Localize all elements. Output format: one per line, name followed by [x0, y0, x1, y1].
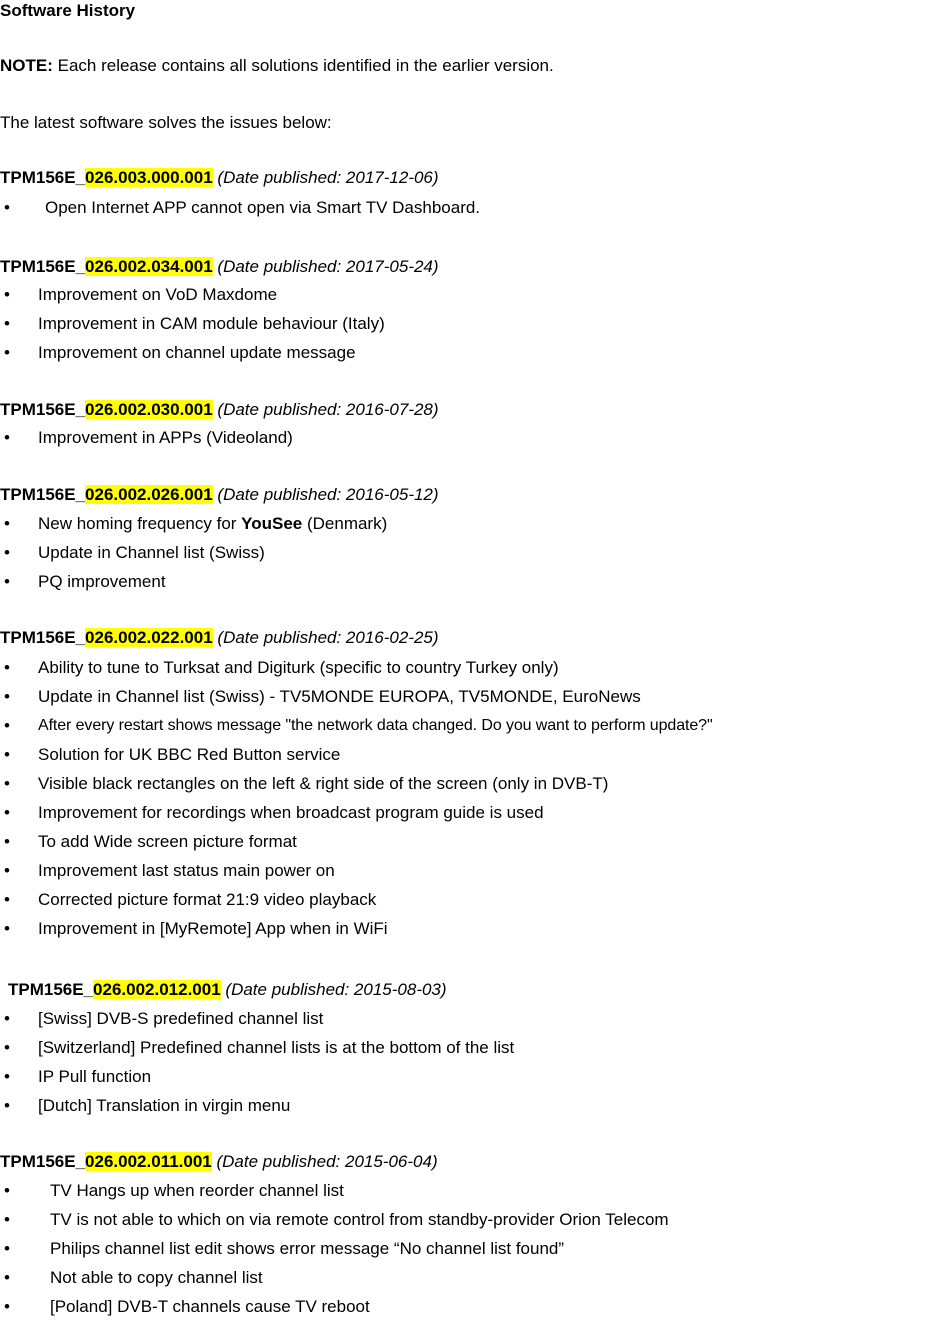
release-items — [0, 1008, 944, 1124]
list-item-text: PQ improvement — [38, 572, 166, 591]
list-item-text: Philips channel list edit shows error message “No channel list found” — [50, 1239, 565, 1258]
list-item-text: TV is not able to which on via remote control from standby-provider Orion Telecom — [50, 1210, 669, 1229]
bullet-icon: • — [4, 514, 10, 533]
release-date: (Date published: 2016-05-12) — [217, 485, 439, 504]
bullet-icon: • — [4, 343, 10, 362]
note-line — [0, 55, 554, 77]
list-item — [0, 427, 944, 456]
release-version: 026.003.000.001 — [85, 168, 213, 187]
intro-text: The latest software solves the issues below: — [0, 113, 332, 132]
release-prefix: TPM156E_ — [8, 980, 94, 999]
bullet-icon: • — [4, 1297, 10, 1316]
list-item-text: Improvement in APPs (Videoland) — [38, 428, 293, 447]
bullet-icon: • — [4, 1181, 10, 1200]
release-items — [0, 657, 944, 947]
list-item-text: To add Wide screen picture format — [38, 832, 297, 851]
list-item-text — [38, 513, 387, 535]
release-prefix: TPM156E_ — [0, 1152, 86, 1171]
release-prefix: TPM156E_ — [0, 400, 86, 419]
bullet-icon: • — [4, 803, 10, 822]
list-item — [0, 831, 944, 860]
release-version: 026.002.030.001 — [85, 400, 213, 419]
list-item — [0, 889, 944, 918]
bullet-icon: • — [4, 314, 10, 333]
list-item-text: Improvement in [MyRemote] App when in WiFi — [38, 919, 388, 938]
list-item — [0, 715, 944, 744]
list-item-text: Update in Channel list (Swiss) - TV5MONDE EUROPA, TV5MONDE, EuroNews — [38, 687, 641, 706]
list-item — [0, 1008, 944, 1037]
list-item-text: Improvement last status main power on — [38, 861, 335, 880]
list-item-text: Improvement in CAM module behaviour (Italy) — [38, 314, 385, 333]
list-item — [0, 313, 944, 342]
list-item — [0, 860, 944, 889]
release-items — [0, 427, 944, 456]
list-item — [0, 1296, 944, 1325]
bullet-icon: • — [4, 658, 10, 677]
bullet-icon: • — [4, 198, 10, 217]
list-item — [0, 686, 944, 715]
bullet-icon: • — [4, 572, 10, 591]
release-date: (Date published: 2015-06-04) — [216, 1152, 438, 1171]
list-item — [0, 1066, 944, 1095]
release-version: 026.002.022.001 — [85, 628, 213, 647]
list-item — [0, 1180, 944, 1209]
bullet-icon: • — [4, 861, 10, 880]
release-items — [0, 197, 944, 226]
list-item-text: Not able to copy channel list — [50, 1268, 263, 1287]
list-item — [0, 657, 944, 686]
item-text-post: (Denmark) — [302, 514, 388, 533]
list-item-text: [Swiss] DVB-S predefined channel list — [38, 1009, 324, 1028]
list-item-text: Improvement on channel update message — [38, 343, 356, 362]
release-heading — [0, 484, 439, 506]
release-date: (Date published: 2017-12-06) — [217, 168, 439, 187]
list-item-text: After every restart shows message "the network data changed. Do you want to perform update?" — [38, 717, 713, 734]
bullet-icon: • — [4, 428, 10, 447]
list-item — [0, 513, 944, 542]
release-prefix: TPM156E_ — [0, 168, 86, 187]
bullet-icon: • — [4, 1210, 10, 1229]
item-text-pre: New homing frequency for — [38, 514, 242, 533]
bullet-icon: • — [4, 774, 10, 793]
release-items — [0, 1180, 944, 1325]
bullet-icon: • — [4, 832, 10, 851]
list-item — [0, 802, 944, 831]
bullet-icon: • — [4, 285, 10, 304]
list-item — [0, 342, 944, 371]
release-date: (Date published: 2016-02-25) — [217, 628, 439, 647]
bullet-icon: • — [4, 1239, 10, 1258]
release-prefix: TPM156E_ — [0, 628, 86, 647]
bullet-icon: • — [4, 745, 10, 764]
list-item-text: Ability to tune to Turksat and Digiturk (specific to country Turkey only) — [38, 658, 559, 677]
list-item-text: Improvement for recordings when broadcast program guide is used — [38, 803, 544, 822]
bullet-icon: • — [4, 919, 10, 938]
release-version: 026.002.012.001 — [93, 980, 221, 999]
list-item-text: [Poland] DVB-T channels cause TV reboot — [50, 1297, 370, 1316]
release-version: 026.002.011.001 — [85, 1152, 212, 1171]
note-label: NOTE: — [0, 56, 53, 75]
bullet-icon: • — [4, 1038, 10, 1057]
release-items — [0, 513, 944, 600]
list-item — [0, 284, 944, 313]
release-heading — [0, 399, 439, 421]
note-text: Each release contains all solutions identified in the earlier version. — [52, 56, 554, 75]
list-item — [0, 571, 944, 600]
release-version: 026.002.026.001 — [85, 485, 213, 504]
list-item — [0, 1238, 944, 1267]
provider-name: YouSee — [241, 514, 303, 533]
list-item-text: Update in Channel list (Swiss) — [38, 543, 265, 562]
page-title: Software History — [0, 1, 136, 20]
bullet-icon: • — [4, 543, 10, 562]
bullet-icon: • — [4, 687, 10, 706]
list-item-text: Visible black rectangles on the left & right side of the screen (only in DVB-T) — [38, 774, 609, 793]
bullet-icon: • — [4, 1067, 10, 1086]
list-item-text: TV Hangs up when reorder channel list — [50, 1181, 344, 1200]
release-heading — [8, 979, 447, 1001]
release-items — [0, 284, 944, 371]
bullet-icon: • — [4, 890, 10, 909]
list-item — [0, 1095, 944, 1124]
release-heading — [0, 627, 439, 649]
list-item — [0, 1209, 944, 1238]
bullet-icon: • — [4, 1096, 10, 1115]
list-item-text: [Switzerland] Predefined channel lists is at the bottom of the list — [38, 1038, 515, 1057]
release-date: (Date published: 2015-08-03) — [225, 980, 447, 999]
release-prefix: TPM156E_ — [0, 257, 86, 276]
bullet-icon: • — [4, 1268, 10, 1287]
list-item-text: Solution for UK BBC Red Button service — [38, 745, 341, 764]
list-item — [0, 1267, 944, 1296]
list-item — [0, 1037, 944, 1066]
list-item-text: IP Pull function — [38, 1067, 152, 1086]
release-prefix: TPM156E_ — [0, 485, 86, 504]
release-date: (Date published: 2016-07-28) — [217, 400, 439, 419]
release-version: 026.002.034.001 — [85, 257, 213, 276]
list-item-text: Corrected picture format 21:9 video playback — [38, 890, 377, 909]
list-item — [0, 918, 944, 947]
list-item-text: [Dutch] Translation in virgin menu — [38, 1096, 291, 1115]
bullet-icon: • — [4, 1009, 10, 1028]
list-item-text: Open Internet APP cannot open via Smart TV Dashboard. — [45, 198, 481, 217]
release-heading — [0, 167, 439, 189]
release-heading — [0, 256, 439, 278]
list-item — [0, 744, 944, 773]
list-item — [0, 197, 944, 226]
list-item — [0, 542, 944, 571]
release-heading — [0, 1151, 438, 1173]
list-item-text: Improvement on VoD Maxdome — [38, 285, 278, 304]
list-item — [0, 773, 944, 802]
release-date: (Date published: 2017-05-24) — [217, 257, 439, 276]
bullet-icon: • — [4, 716, 10, 735]
